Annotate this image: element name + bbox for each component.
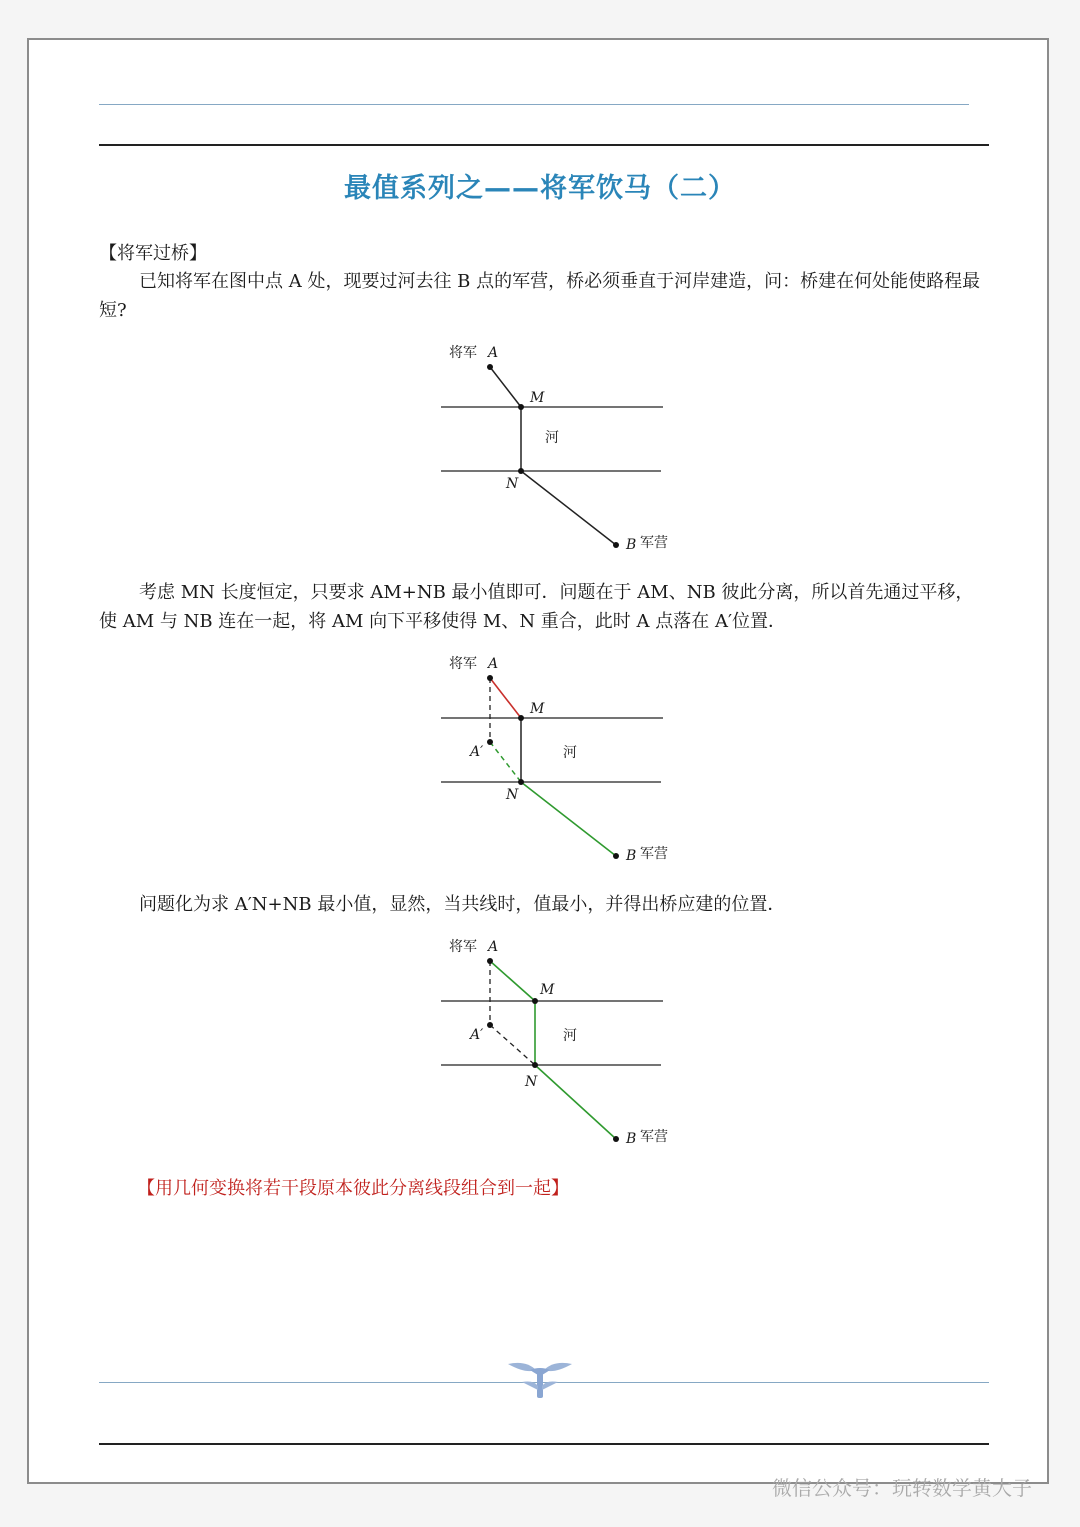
fig2-label-a: A: [488, 656, 499, 672]
fig2-point-a: [487, 675, 493, 681]
fig2-label-b: B: [626, 848, 637, 864]
fig1-segment-am: [490, 367, 521, 407]
fig1-label-camp: 军营: [640, 535, 668, 551]
fig3-point-a: [487, 958, 493, 964]
fig3-label-general: 将军: [449, 939, 477, 955]
fig3-point-b: [613, 1136, 619, 1142]
fig1-label-river: 河: [545, 430, 559, 446]
fig3-segment-am: [490, 961, 535, 1001]
section-title: 【将军过桥】: [99, 243, 207, 264]
paragraph-conclusion: 问题化为求 A′N+NB 最小值，显然，当共线时，值最小，并得出桥应建的位置．: [139, 894, 786, 915]
fig1-point-m: [518, 404, 524, 410]
fig3-label-a-prime: A′: [470, 1027, 484, 1043]
fig1-label-a: A: [488, 345, 499, 361]
fig1-label-n: N: [506, 476, 519, 492]
fig2-segment-a-prime-n: [490, 742, 521, 782]
fig3-label-n: N: [525, 1074, 538, 1090]
figure-2: [441, 656, 668, 864]
fig3-label-river: 河: [563, 1028, 577, 1044]
fig2-point-m: [518, 715, 524, 721]
fig2-point-b: [613, 853, 619, 859]
fig3-segment-nb: [535, 1065, 616, 1139]
fig2-point-a-prime: [487, 739, 493, 745]
fig3-label-a: A: [488, 939, 499, 955]
fig2-point-n: [518, 779, 524, 785]
fig3-segment-a-prime-n: [490, 1025, 535, 1065]
fig2-label-river: 河: [563, 745, 577, 761]
footer-logo-icon: [478, 1356, 602, 1400]
fig3-point-m: [532, 998, 538, 1004]
fig1-label-m: M: [530, 390, 545, 406]
fig3-point-n: [532, 1062, 538, 1068]
fig2-label-general: 将军: [449, 656, 477, 672]
fig2-segment-am: [490, 678, 521, 718]
method-note: 【用几何变换将若干段原本彼此分离线段组合到一起】: [137, 1178, 569, 1199]
fig3-label-b: B: [626, 1131, 637, 1147]
fig3-label-camp: 军营: [640, 1129, 668, 1145]
fig3-point-a-prime: [487, 1022, 493, 1028]
figure-1: [441, 345, 668, 553]
figure-3: [441, 939, 668, 1147]
fig1-label-b: B: [626, 537, 637, 553]
fig1-point-a: [487, 364, 493, 370]
fig1-segment-nb: [521, 471, 616, 545]
page-title: 最值系列之——将军饮马（二）: [344, 173, 736, 204]
paragraph-problem: 已知将军在图中点 A 处，现要过河去往 B 点的军营，桥必须垂直于河岸建造，问：桥建在何处能使路程最短?: [99, 271, 981, 321]
fig1-point-n: [518, 468, 524, 474]
paragraph-analysis: 考虑 MN 长度恒定，只要求 AM+NB 最小值即可．问题在于 AM、NB 彼此分离，所以首先通过平移，使 AM 与 NB 连在一起，将 AM 向下平移使得 M、N 重合，此时 A 点落在 A′位置．: [99, 582, 974, 632]
fig2-label-a-prime: A′: [470, 744, 484, 760]
fig3-label-m: M: [540, 982, 555, 998]
fig1-point-b: [613, 542, 619, 548]
watermark: 微信公众号：玩转数学黄大子: [772, 1476, 1032, 1500]
fig2-label-camp: 军营: [640, 846, 668, 862]
fig1-label-general: 将军: [449, 345, 477, 361]
fig2-label-m: M: [530, 701, 545, 717]
fig2-segment-nb: [521, 782, 616, 856]
fig2-label-n: N: [506, 787, 519, 803]
